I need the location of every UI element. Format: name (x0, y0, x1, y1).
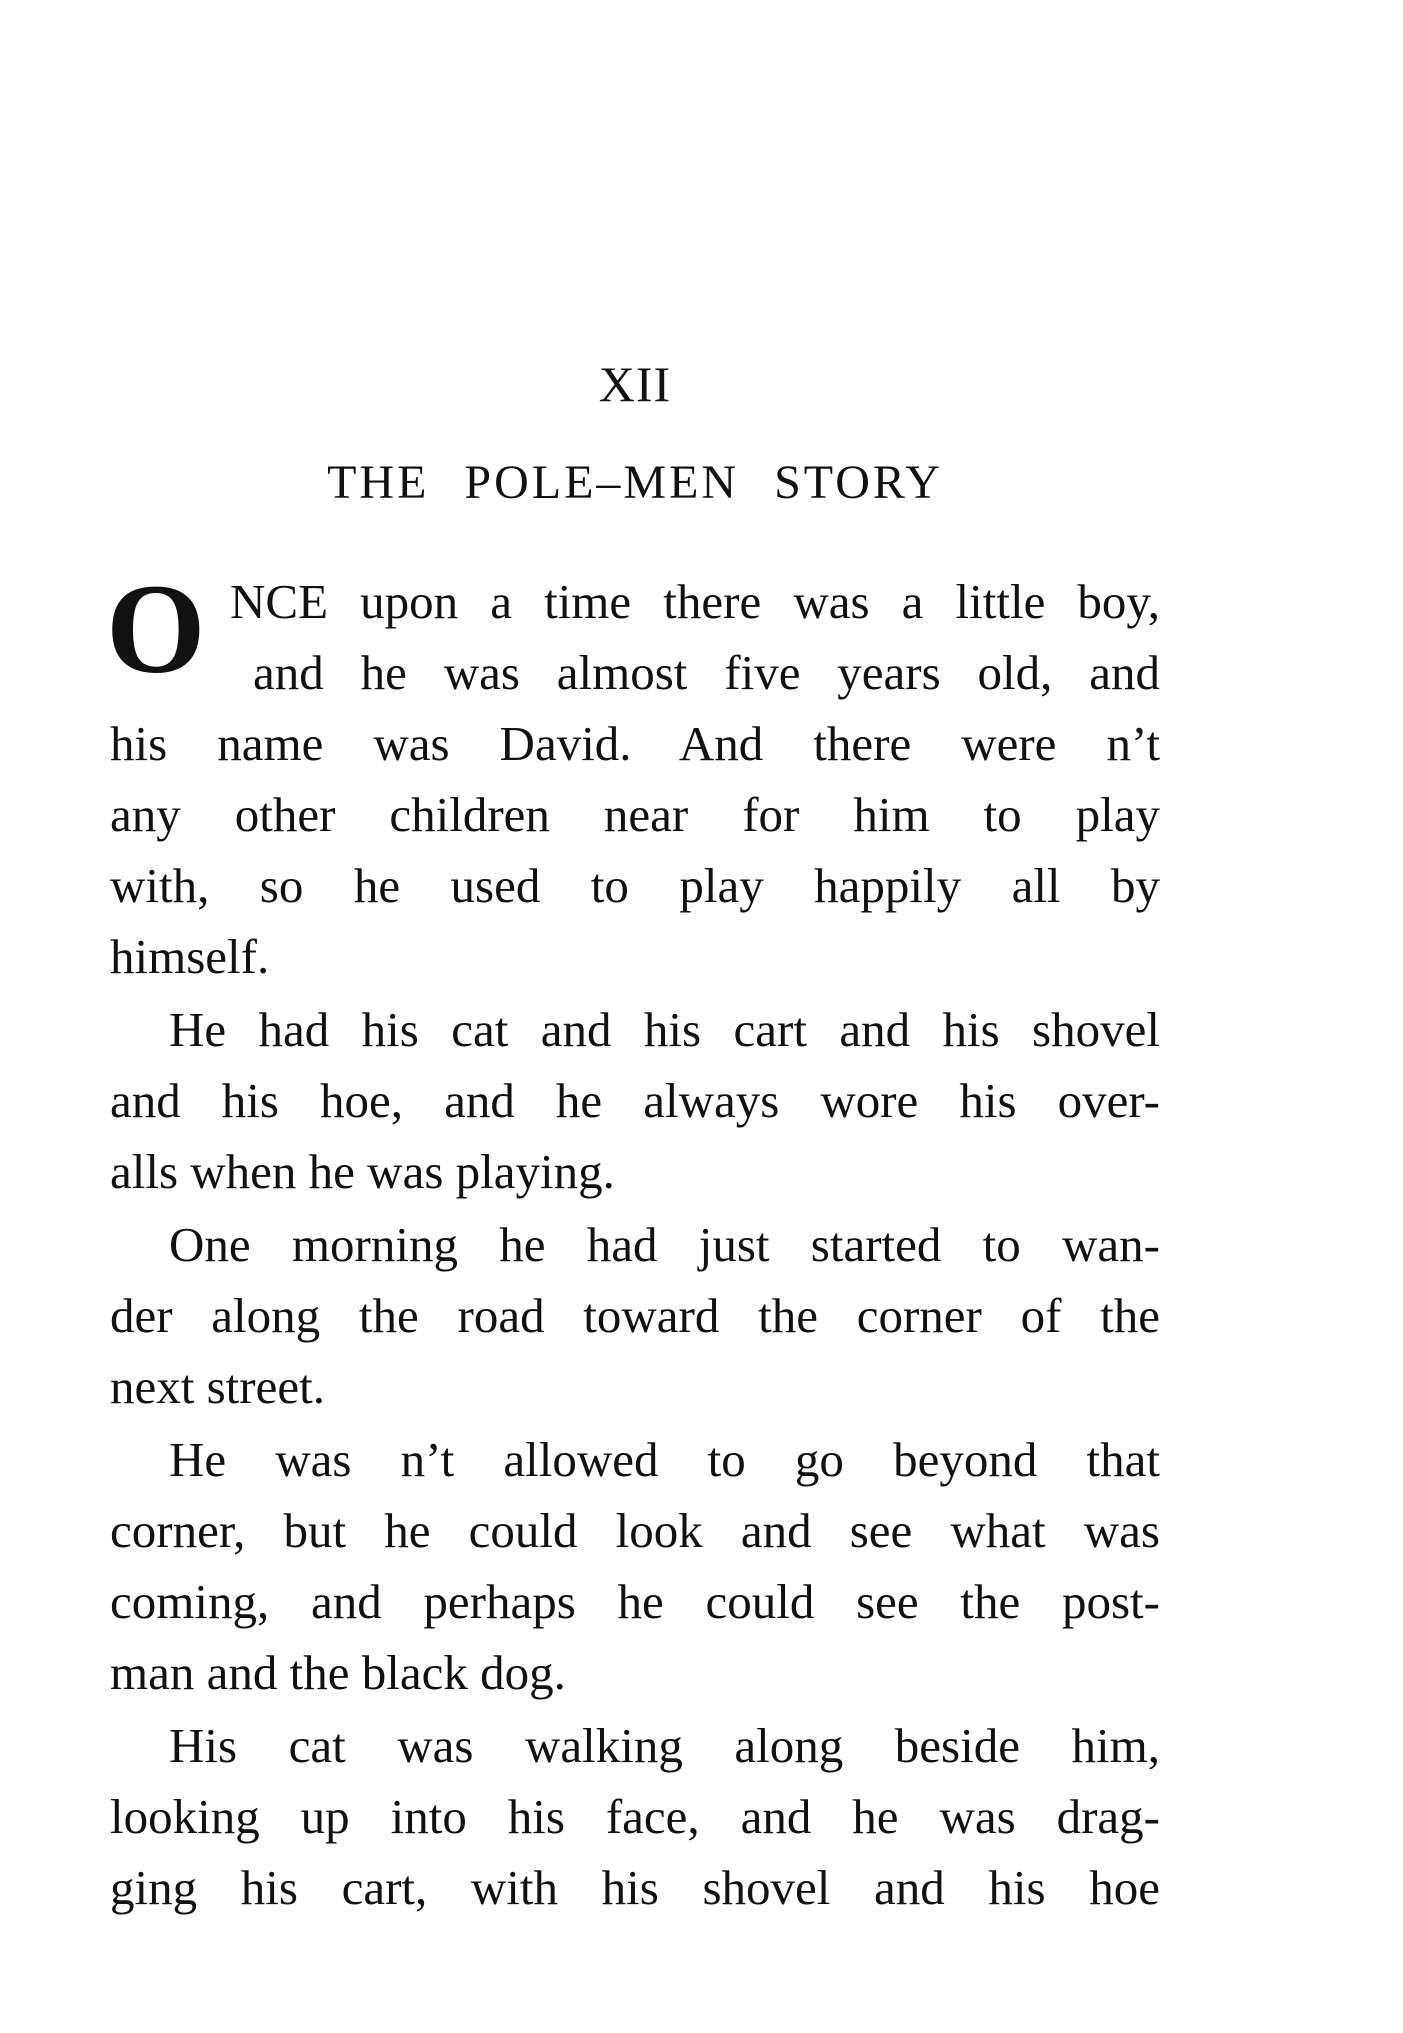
text-line: NCE upon a time there was a little boy, (230, 574, 1160, 629)
text-line: corner, but he could look and see what was (110, 1503, 1160, 1558)
text-line: man and the black dog. (110, 1645, 566, 1700)
text-line: himself. (110, 929, 270, 984)
text-line: He was n’t allowed to go beyond that (169, 1432, 1160, 1487)
text-line: with, so he used to play happily all by (110, 858, 1160, 913)
text-line: His cat was walking along beside him, (169, 1718, 1160, 1773)
chapter-title: THE POLE–MEN STORY (327, 456, 943, 509)
text-line: coming, and perhaps he could see the post- (110, 1574, 1160, 1629)
text-line: and his hoe, and he always wore his over- (110, 1073, 1160, 1128)
text-line: next street. (110, 1359, 325, 1414)
drop-cap: O (106, 558, 206, 700)
text-line: ging his cart, with his shovel and his hoe (110, 1860, 1160, 1915)
text-line: and he was almost five years old, and (253, 645, 1160, 700)
text-line: looking up into his face, and he was drag- (110, 1789, 1160, 1844)
text-line: der along the road toward the corner of the (110, 1288, 1160, 1343)
text-line: his name was David. And there were n’t (110, 716, 1160, 771)
text-line: He had his cat and his cart and his shovel (169, 1002, 1160, 1057)
text-line: any other children near for him to play (110, 787, 1160, 842)
text-line: One morning he had just started to wan- (169, 1217, 1160, 1272)
chapter-number: XII (598, 356, 672, 412)
text-line: alls when he was playing. (110, 1144, 615, 1199)
